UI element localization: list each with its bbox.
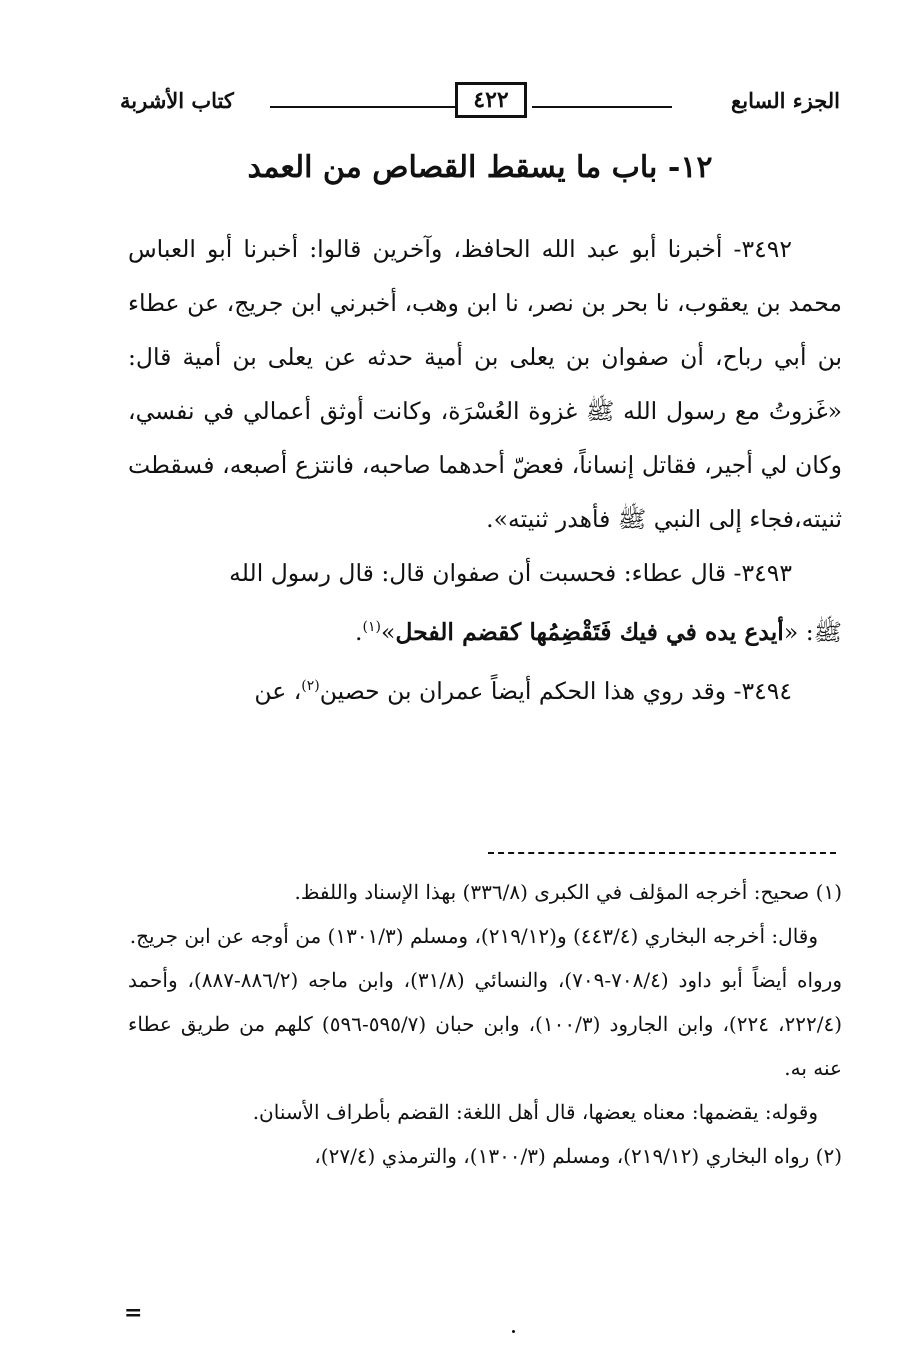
page-dot bbox=[512, 1330, 515, 1333]
page-number: ٤٢٢ bbox=[455, 82, 527, 118]
header-rule-left bbox=[270, 106, 455, 108]
footnote-2: (٢) رواه البخاري (٢١٩/١٢)، ومسلم (١٣٠٠/٣)، والترمذي (٢٧/٤)، bbox=[314, 1144, 842, 1168]
footnote-1-line-4: وقوله: يقضمها: معناه يعضها، قال أهل اللغة: القضم بأطراف الأسنان. bbox=[252, 1100, 818, 1124]
footnote-1-line-2: وقال: أخرجه البخاري (٤٤٣/٤) و(٢١٩/١٢)، ومسلم (١٣٠١/٣) من أوجه عن ابن جريج. bbox=[129, 924, 818, 948]
chapter-title: ١٢- باب ما يسقط القصاص من العمد bbox=[247, 150, 713, 185]
quote-suffix: » bbox=[380, 617, 396, 646]
paragraph-3493-quote: ﷺ: «أيدع يده في فيك فَتَقْضِمُها كقضم الفحل»$^{(١)}$. bbox=[355, 617, 842, 646]
paragraph-3494 bbox=[128, 659, 842, 718]
footnote-ref-1: (١) bbox=[362, 619, 381, 635]
para-3494-after: ، عن bbox=[254, 676, 302, 705]
paragraph-3492: ٣٤٩٢- أخبرنا أبو عبد الله الحافظ، وآخرين قالوا: أخبرنا أبو العباس محمد بن يعقوب، نا بحر بن نصر، نا ابن وهب، أخبرني ابن جريج، عن عطاء بن أبي رباح، أن صفوان بن يعلى بن أمية حدثه عن يعلى بن أمية قال: «غَزوتُ مع رسول الله ﷺ غزوة العُسْرَة، وكانت أوثق أعمالي في نفسي، وكان لي أجير، فقاتل إنساناً، فعضّ أحدهما صاحبه، فانتزع أصبعه، فسقطت ثنيته،فجاء إلى النبي ﷺ فأهدر ثنيته». bbox=[128, 235, 842, 533]
footnote-1-line-3: ورواه أيضاً أبو داود (٧٠٨/٤-٧٠٩)، والنسائي (٣١/٨)، وابن ماجه (٨٨٦/٢-٨٨٧)، وأحمد (٢٢٢/٤، ٢٢٤)، وابن الجارود (١٠٠/٣)، وابن حبان (٥٩٥/٧-٥٩٦) كلهم من طريق عطاء عنه به. bbox=[128, 968, 843, 1080]
header-volume: الجزء السابع bbox=[731, 88, 840, 113]
paragraph-3493: ٣٤٩٣- قال عطاء: فحسبت أن صفوان قال: قال رسول الله bbox=[229, 559, 792, 587]
continuation-mark: = bbox=[124, 1300, 143, 1326]
running-header bbox=[120, 82, 840, 126]
header-book-title: كتاب الأشربة bbox=[120, 88, 234, 113]
quote-bold-text: أيدع يده في فيك فَتَقْضِمُها كقضم الفحل bbox=[395, 617, 784, 646]
footnotes bbox=[128, 870, 842, 1178]
para-3494-before: ٣٤٩٤- وقد روي هذا الحكم أيضاً عمران بن حصين bbox=[319, 676, 792, 705]
footnote-divider bbox=[488, 852, 836, 854]
main-text bbox=[128, 222, 842, 718]
quote-prefix: ﷺ: « bbox=[783, 617, 842, 646]
footnote-ref-2: (٢) bbox=[301, 677, 320, 694]
header-rule-right bbox=[532, 106, 672, 108]
footnote-1: (١) صحيح: أخرجه المؤلف في الكبرى (٣٣٦/٨) بهذا الإسناد واللفظ. bbox=[294, 880, 842, 904]
